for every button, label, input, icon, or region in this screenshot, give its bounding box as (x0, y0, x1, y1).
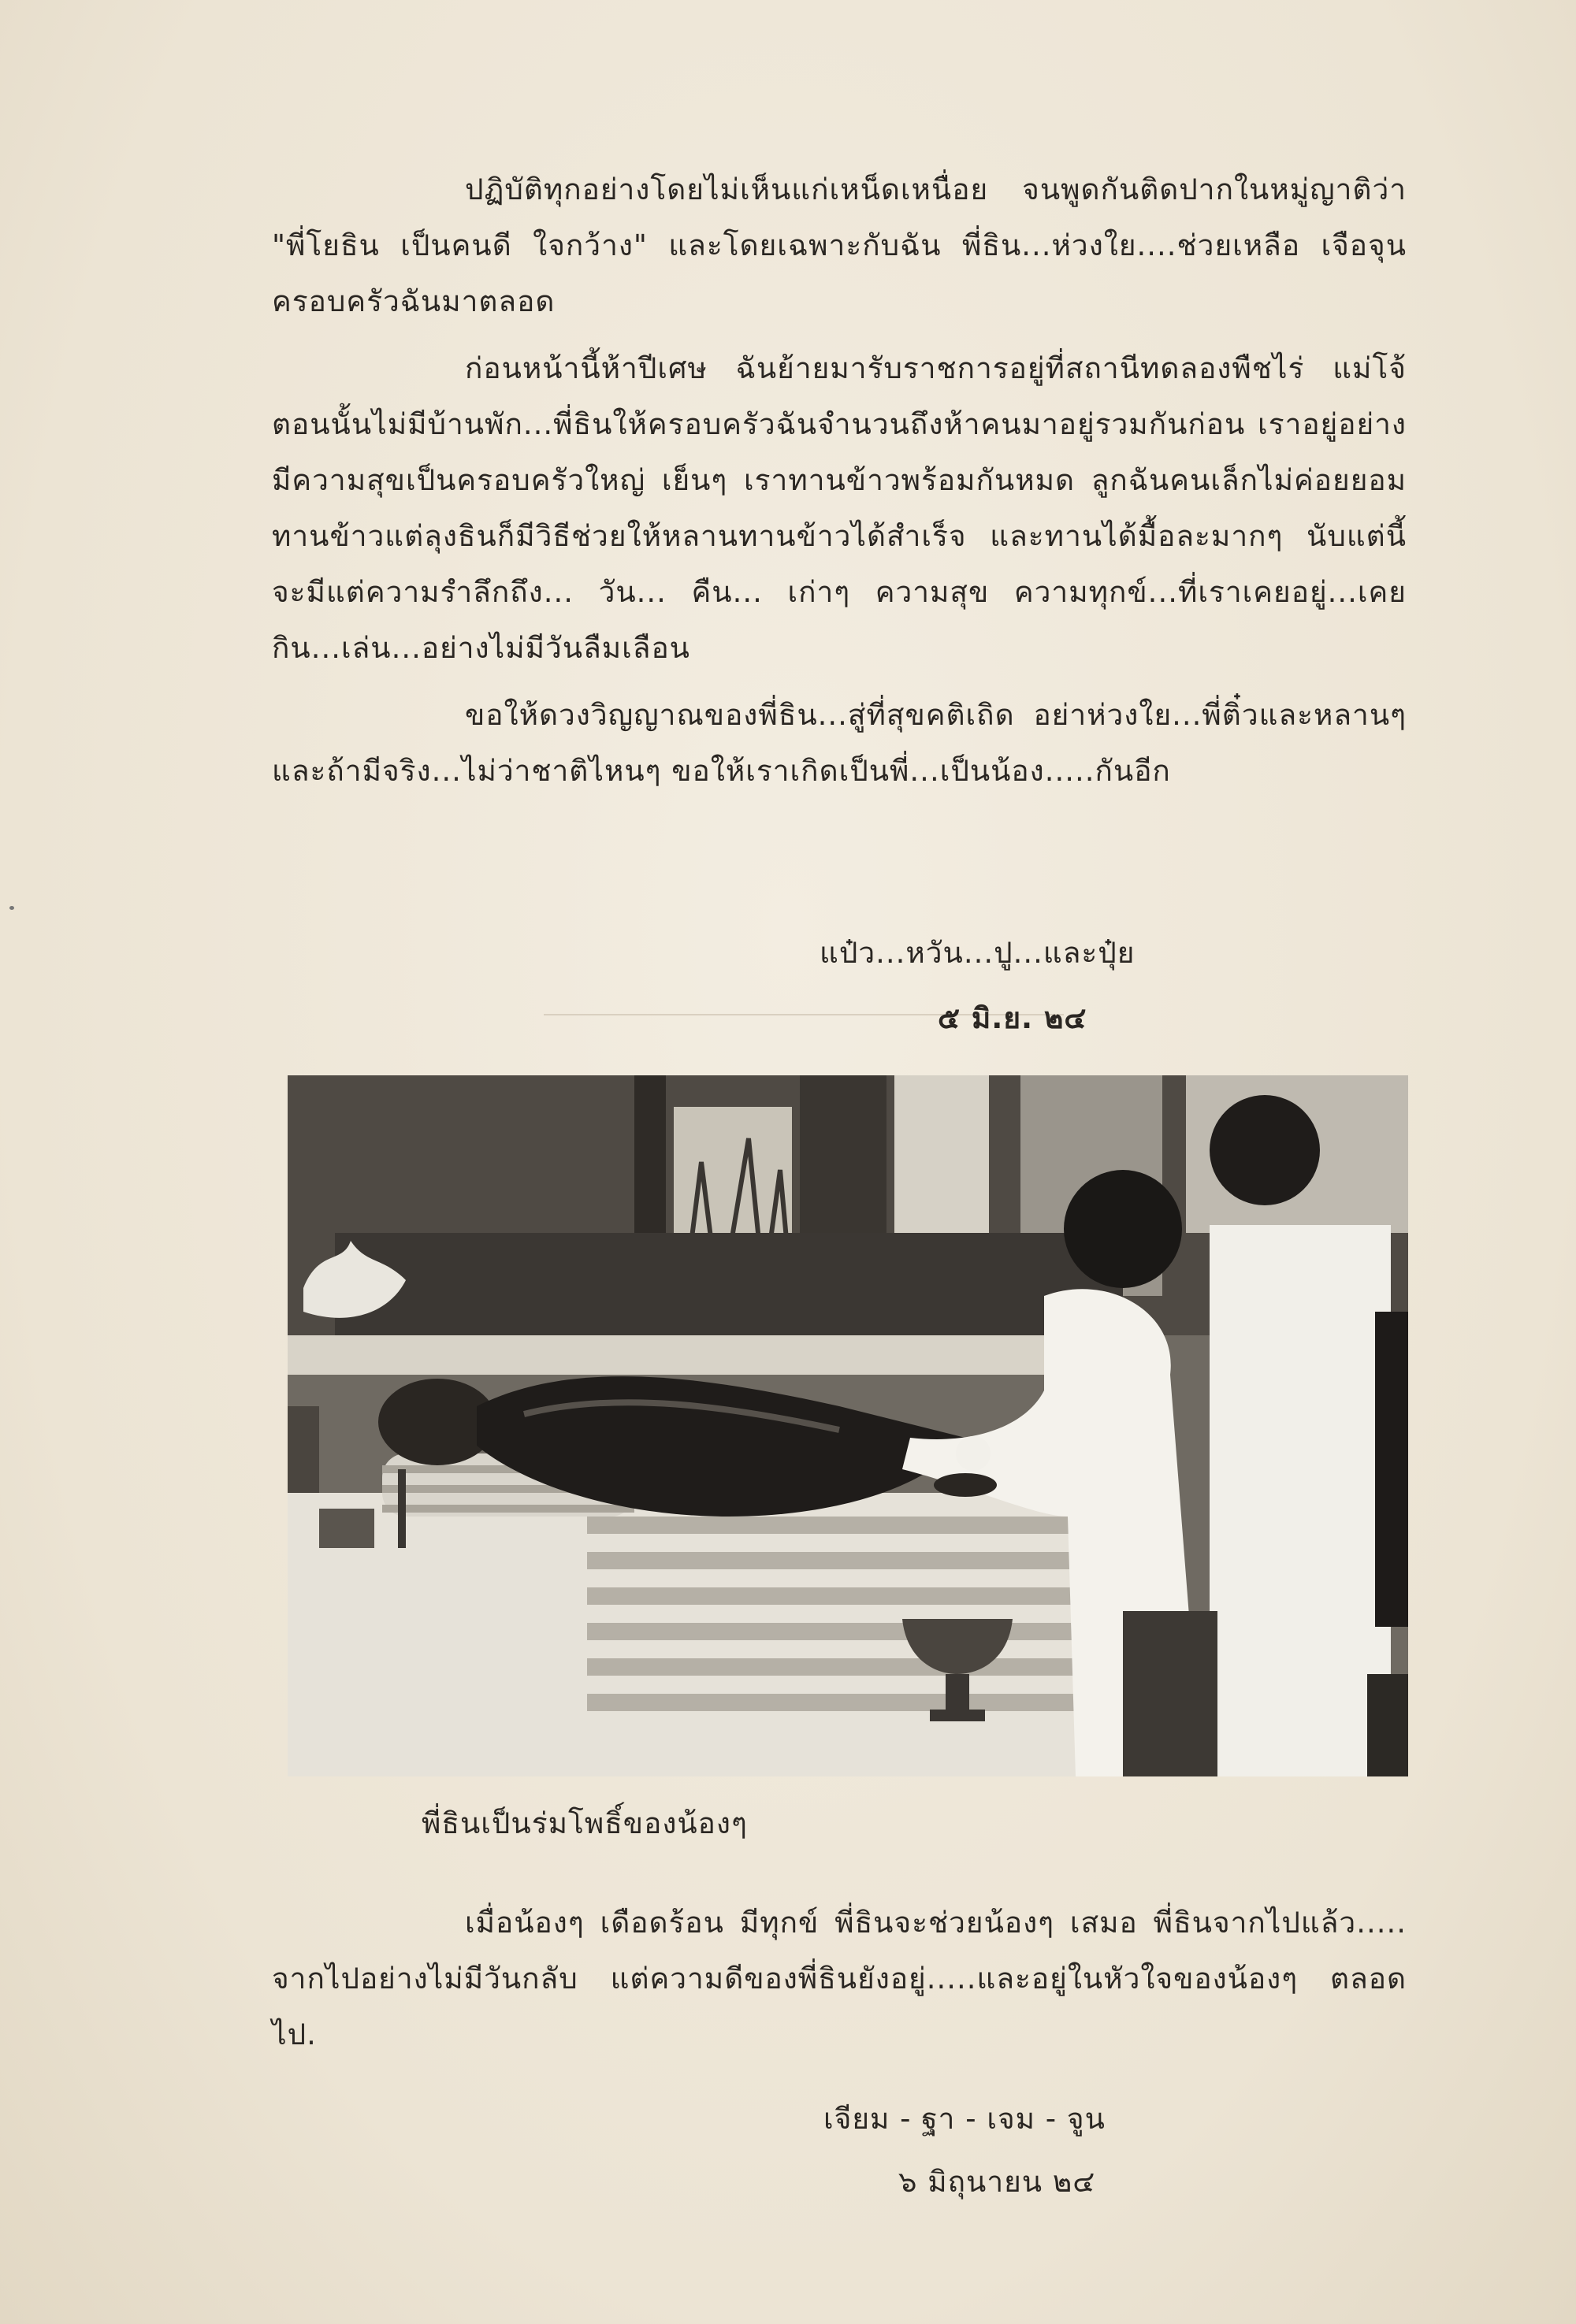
letter-two-paragraph-1: เมื่อน้องๆ เดือดร้อน มีทุกข์ พี่ธินจะช่วยน้องๆ เสมอ พี่ธินจากไปแล้ว..... จากไปอย่างไม่มีวันกลับ แต่ความดีของพี่ธินยังอยู่.....และอยู่ในหัวใจของน้องๆ ตลอดไป. (272, 1906, 1407, 2051)
funeral-photograph (288, 1075, 1408, 1776)
letter-one-body (272, 161, 1407, 799)
letter-two-signature: เจียม - ฐา - เจม - จูน (823, 2102, 1106, 2136)
letter-two-body (272, 1895, 1407, 2062)
letter-one-date: ๕ มิ.ย. ๒๔ (938, 1001, 1087, 1035)
letter-one-paragraph-3: ขอให้ดวงวิญญาณของพี่ธิน...สู่ที่สุขคติเถิด อย่าห่วงใย...พี่ติ๋วและหลานๆ และถ้ามีจริง...ไม่ว่าชาติไหนๆ ขอให้เราเกิดเป็นพี่...เป็นน้อง.....กันอีก (272, 698, 1407, 788)
paper-speck (9, 906, 14, 910)
photo-caption: พี่ธินเป็นร่มโพธิ์ของน้องๆ (422, 1806, 748, 1840)
letter-one-signature: แป๋ว...หวัน...ปู...และปุ๋ย (820, 936, 1136, 970)
letter-one-paragraph-2: ก่อนหน้านี้ห้าปีเศษ ฉันย้ายมารับราชการอยู่ที่สถานีทดลองพืชไร่ แม่โจ้ ตอนนั้นไม่มีบ้านพัก...พี่ธินให้ครอบครัวฉันจำนวนถึงห้าคนมาอยู่รวมกันก่อน เราอยู่อย่างมีความสุขเป็นครอบครัวใหญ่ เย็นๆ เราทานข้าวพร้อมกันหมด ลูกฉันคนเล็กไม่ค่อยยอมทานข้าวแต่ลุงธินก็มีวิธีช่วยให้หลานทานข้าวได้สำเร็จ และทานได้มื้อละมากๆ นับแต่นี้จะมีแต่ความรำลึกถึง... วัน... คืน... เก่าๆ ความสุข ความทุกข์...ที่เราเคยอยู่...เคยกิน...เล่น...อย่างไม่มีวันลืมเลือน (272, 351, 1407, 665)
letter-one-paragraph-1: ปฏิบัติทุกอย่างโดยไม่เห็นแก่เหน็ดเหนื่อย จนพูดกันติดปากในหมู่ญาติว่า "พี่โยธิน เป็นคนดี ใจกว้าง" และโดยเฉพาะกับฉัน พี่ธิน...ห่วงใย....ช่วยเหลือ เจือจุนครอบครัวฉันมาตลอด (272, 173, 1407, 318)
letter-two-date: ๖ มิถุนายน ๒๔ (898, 2165, 1096, 2199)
